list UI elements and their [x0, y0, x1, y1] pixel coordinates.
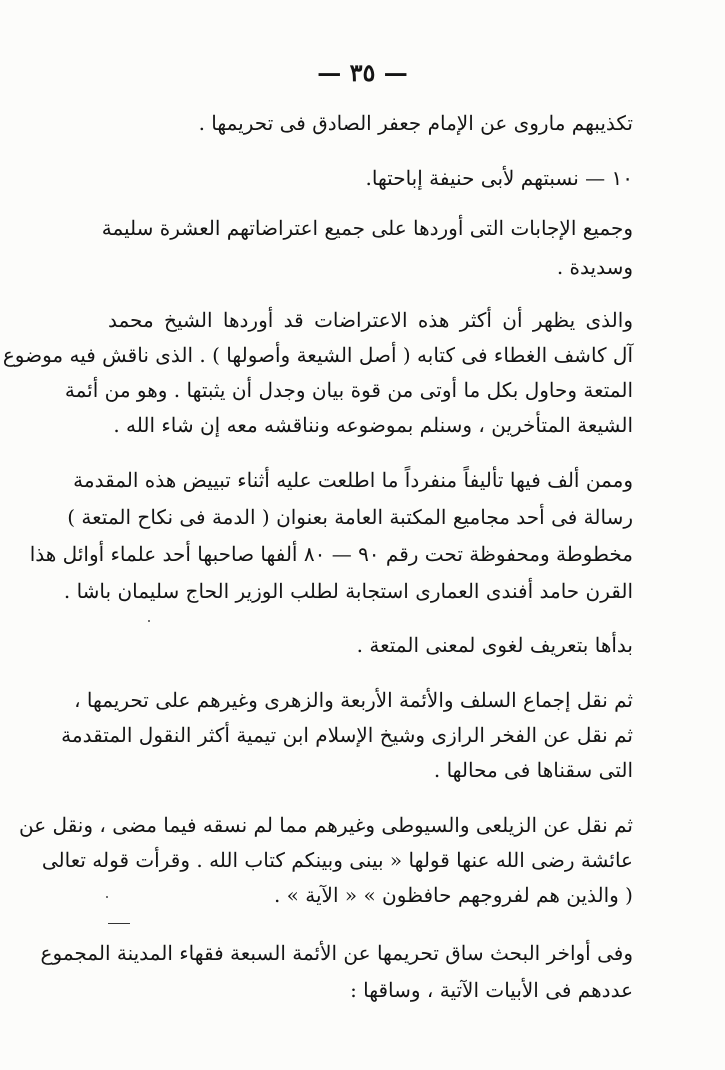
text-line: ثم نقل إجماع السلف والأئمة الأربعة والزهرى وغيرهم على تحريمها ،: [74, 688, 633, 712]
page-number: — ٣٥ —: [317, 58, 408, 87]
scan-speck: [106, 896, 108, 898]
text-line: عائشة رضى الله عنها قولها « بينى وبينكم كتاب الله . وقرأت قوله تعالى: [41, 848, 633, 872]
text-line: تكذيبهم ماروى عن الإمام جعفر الصادق فى تحريمها .: [198, 111, 633, 135]
text-line: رسالة فى أحد مجاميع المكتبة العامة بعنوان ( الدمة فى نكاح المتعة ): [67, 505, 633, 529]
text-line: القرن حامد أفندى العمارى استجابة لطلب الوزير الحاج سليمان باشا .: [63, 579, 633, 603]
text-line: الشيعة المتأخرين ، وسنلم بموضوعه ونناقشه معه إن شاء الله .: [113, 413, 633, 437]
text-line: والذى يظهر أن أكثر هذه الاعتراضات قد أوردها الشيخ محمد: [108, 308, 633, 332]
text-line: ثم نقل عن الفخر الرازى وشيخ الإسلام ابن تيمية أكثر النقول المتقدمة: [61, 723, 633, 747]
text-line: المتعة وحاول بكل ما أوتى من قوة بيان وجدل أن يثبتها . وهو من أئمة: [64, 378, 633, 402]
text-line: وسديدة .: [556, 255, 633, 279]
scan-speck: [148, 620, 150, 622]
print-mark: [108, 923, 130, 924]
text-line: مخطوطة ومحفوظة تحت رقم ٩٠ — ٨٠ ألفها صاحبها أحد علماء أوائل هذا: [29, 542, 633, 566]
text-line: عددهم فى الأبيات الآتية ، وساقها :: [350, 978, 633, 1002]
text-line: وجميع الإجابات التى أوردها على جميع اعتراضاتهم العشرة سليمة: [101, 216, 633, 240]
text-line: آل كاشف الغطاء فى كتابه ( أصل الشيعة وأصولها ) . الذى ناقش فيه موضوع: [2, 343, 633, 367]
text-line: التى سقناها فى محالها .: [433, 758, 633, 782]
text-line: بدأها بتعريف لغوى لمعنى المتعة .: [356, 633, 633, 657]
text-line: وفى أواخر البحث ساق تحريمها عن الأئمة السبعة فقهاء المدينة المجموع: [40, 941, 633, 965]
text-line: وممن ألف فيها تأليفاً منفرداً ما اطلعت عليه أثناء تبييض هذه المقدمة: [73, 468, 633, 492]
text-line: ( والذين هم لفروجهم حافظون » « الآية » .: [273, 883, 633, 907]
text-line: ثم نقل عن الزيلعى والسيوطى وغيرهم مما لم نسقه فيما مضى ، ونقل عن: [19, 813, 633, 837]
text-line: ١٠ — نسبتهم لأبى حنيفة إباحتها.: [365, 166, 633, 190]
